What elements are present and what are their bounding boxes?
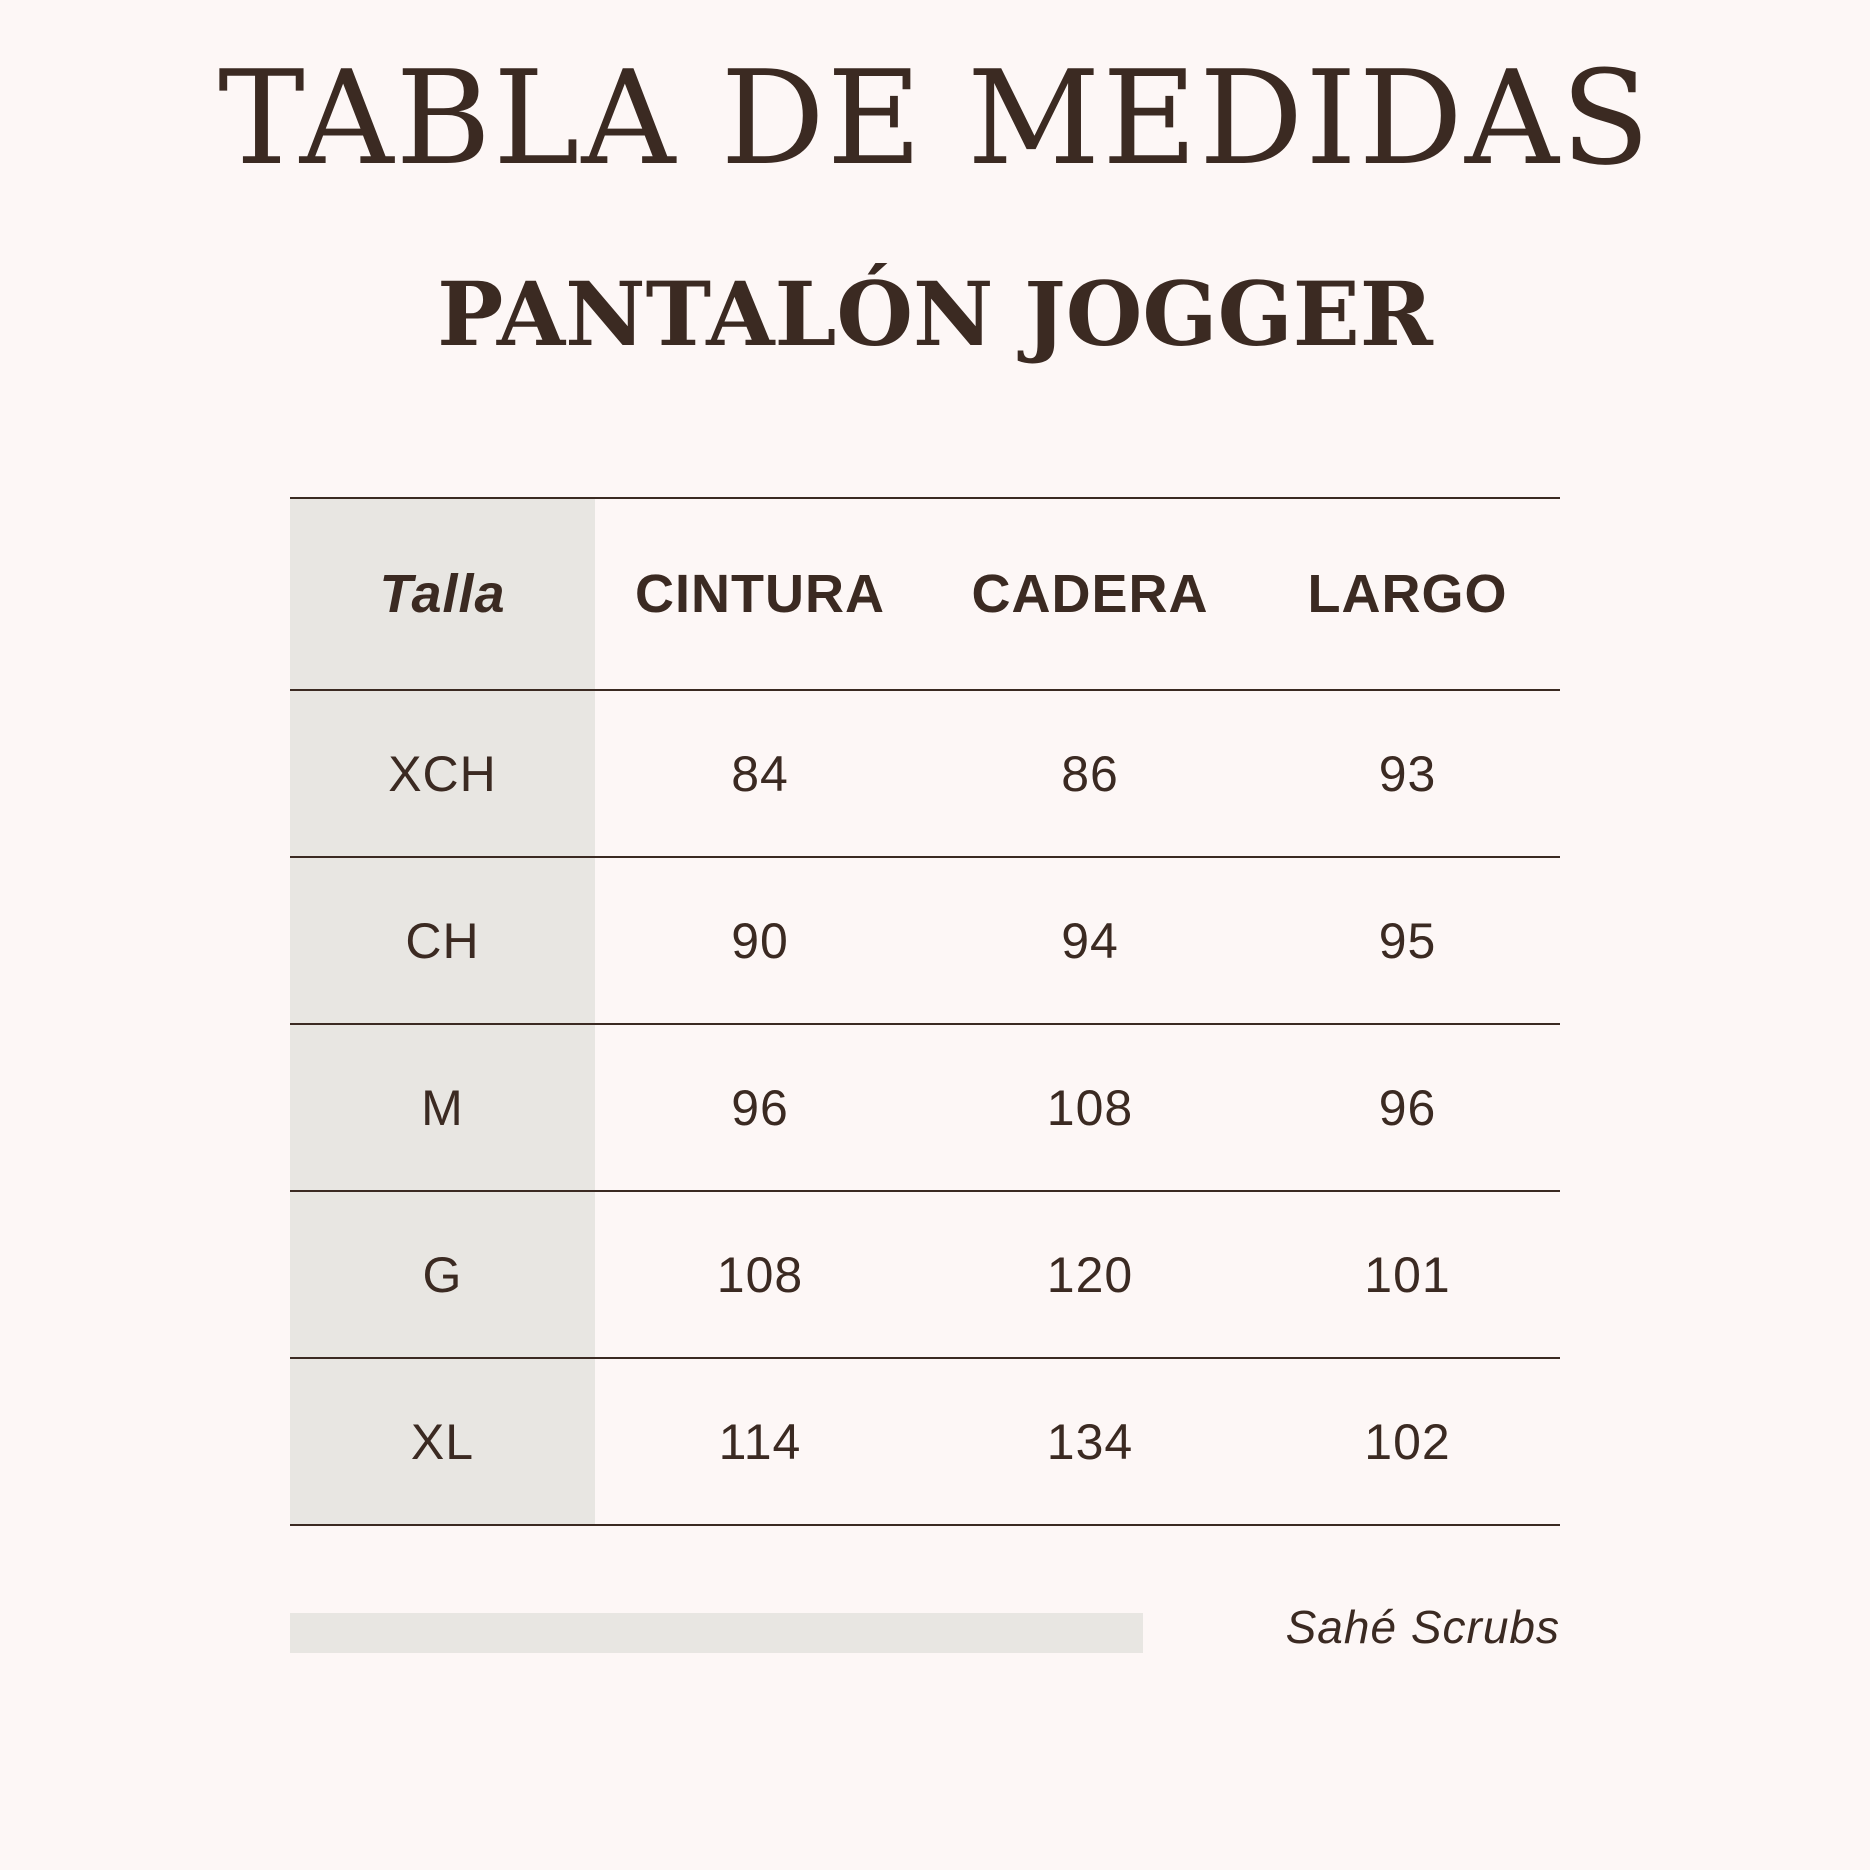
cadera-value: 108	[925, 1024, 1255, 1191]
footer-decorative-bar	[290, 1613, 1143, 1653]
size-chart-table	[290, 497, 1560, 1526]
header-talla: Talla	[290, 498, 595, 690]
header-cintura: CINTURA	[595, 498, 925, 690]
largo-value: 102	[1255, 1358, 1560, 1525]
largo-value: 96	[1255, 1024, 1560, 1191]
largo-value: 101	[1255, 1191, 1560, 1358]
table-header-row	[290, 498, 1560, 690]
cintura-value: 108	[595, 1191, 925, 1358]
cintura-value: 114	[595, 1358, 925, 1525]
size-label: CH	[290, 857, 595, 1024]
size-label: M	[290, 1024, 595, 1191]
cintura-value: 96	[595, 1024, 925, 1191]
cadera-value: 134	[925, 1358, 1255, 1525]
table-row	[290, 1358, 1560, 1525]
header-largo: LARGO	[1255, 498, 1560, 690]
largo-value: 93	[1255, 690, 1560, 857]
cadera-value: 86	[925, 690, 1255, 857]
header-cadera: CADERA	[925, 498, 1255, 690]
size-label: XCH	[290, 690, 595, 857]
table-row	[290, 1024, 1560, 1191]
size-label: XL	[290, 1358, 595, 1525]
cintura-value: 84	[595, 690, 925, 857]
largo-value: 95	[1255, 857, 1560, 1024]
size-label: G	[290, 1191, 595, 1358]
page-subtitle: PANTALÓN JOGGER	[437, 262, 1433, 366]
cadera-value: 94	[925, 857, 1255, 1024]
cintura-value: 90	[595, 857, 925, 1024]
brand-name: Sahé Scrubs	[1285, 1601, 1560, 1653]
table-row	[290, 1191, 1560, 1358]
table-row	[290, 690, 1560, 857]
page-title: TABLA DE MEDIDAS	[218, 42, 1652, 194]
cadera-value: 120	[925, 1191, 1255, 1358]
table-row	[290, 857, 1560, 1024]
